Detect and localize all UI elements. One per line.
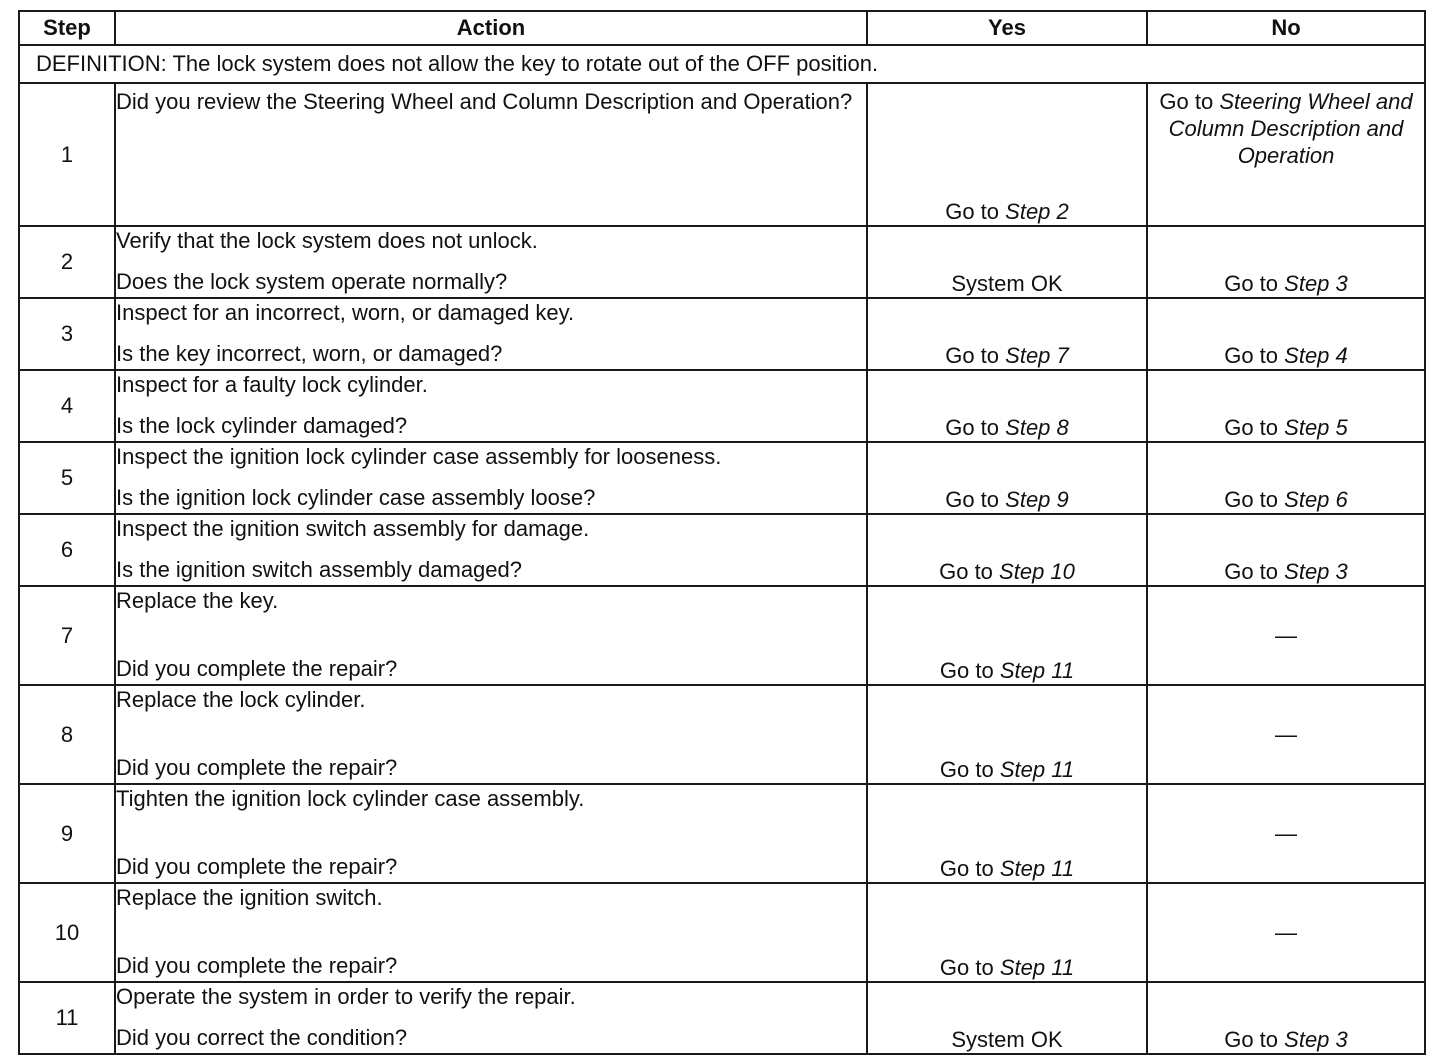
no-step-link[interactable]: Step 4 <box>1284 343 1348 368</box>
header-step: Step <box>19 11 115 45</box>
table-row <box>19 685 1425 784</box>
yes-prefix: Go to <box>939 559 993 584</box>
no-prefix: Go to <box>1224 559 1279 584</box>
yes-cell <box>867 784 1147 883</box>
yes-cell <box>867 83 1147 226</box>
action-question: Does the lock system operate normally? <box>116 269 508 294</box>
table-row <box>19 370 1425 442</box>
step-number: 1 <box>19 83 115 226</box>
yes-step-link[interactable]: Step 9 <box>1005 487 1069 512</box>
action-cell <box>115 586 867 685</box>
no-cell <box>1147 514 1425 586</box>
yes-prefix: Go to <box>945 343 1000 368</box>
action-question: Is the lock cylinder damaged? <box>116 413 408 438</box>
yes-cell <box>867 442 1147 514</box>
yes-step-link[interactable]: Step 11 <box>999 658 1075 683</box>
diagnostic-table <box>18 10 1426 1055</box>
yes-step-link[interactable]: Step 11 <box>999 856 1075 881</box>
yes-prefix: Go to <box>945 199 1000 224</box>
yes-step-link[interactable]: Step 2 <box>1005 199 1069 224</box>
yes-cell <box>867 298 1147 370</box>
header-action: Action <box>115 11 867 45</box>
table-row <box>19 586 1425 685</box>
header-no: No <box>1147 11 1425 45</box>
yes-cell <box>867 883 1147 982</box>
no-cell <box>1147 83 1425 226</box>
no-cell <box>1147 982 1425 1054</box>
action-question: Did you correct the condition? <box>116 1025 408 1050</box>
action-instruction: Inspect the ignition switch assembly for damage. <box>116 516 590 541</box>
action-instruction: Inspect for a faulty lock cylinder. <box>116 372 428 397</box>
action-text: Did you review the Steering Wheel and Column Description and Operation? <box>116 89 853 114</box>
no-cell <box>1147 298 1425 370</box>
header-yes: Yes <box>867 11 1147 45</box>
action-instruction: Inspect for an incorrect, worn, or damaged key. <box>116 300 575 325</box>
no-prefix: Go to <box>1224 487 1279 512</box>
action-cell <box>115 83 867 226</box>
yes-step-link[interactable]: Step 11 <box>999 955 1075 980</box>
table-row <box>19 442 1425 514</box>
no-prefix: Go to <box>1224 271 1279 296</box>
step-number: 8 <box>19 685 115 784</box>
no-doc-link[interactable]: Steering Wheel and Column Description and Operation <box>1168 89 1413 168</box>
yes-step-link[interactable]: Step 8 <box>1005 415 1069 440</box>
step-number: 11 <box>19 982 115 1054</box>
yes-step-link[interactable]: Step 11 <box>999 757 1075 782</box>
action-cell <box>115 370 867 442</box>
action-question: Did you complete the repair? <box>116 854 398 879</box>
header-row <box>19 11 1425 45</box>
no-cell: — <box>1147 586 1425 685</box>
action-instruction: Inspect the ignition lock cylinder case assembly for looseness. <box>116 444 722 469</box>
table-row <box>19 83 1425 226</box>
yes-cell: System OK <box>867 982 1147 1054</box>
yes-prefix: Go to <box>945 415 1000 440</box>
action-cell <box>115 514 867 586</box>
action-cell <box>115 883 867 982</box>
no-cell: — <box>1147 685 1425 784</box>
action-cell <box>115 685 867 784</box>
yes-prefix: Go to <box>939 955 994 980</box>
action-instruction: Replace the key. <box>116 588 279 613</box>
action-question: Did you complete the repair? <box>116 755 398 780</box>
step-number: 7 <box>19 586 115 685</box>
yes-prefix: Go to <box>939 856 994 881</box>
no-cell <box>1147 370 1425 442</box>
no-cell: — <box>1147 784 1425 883</box>
no-prefix: Go to <box>1224 1027 1279 1052</box>
action-cell <box>115 982 867 1054</box>
step-number: 5 <box>19 442 115 514</box>
table-row <box>19 514 1425 586</box>
table-row <box>19 298 1425 370</box>
action-instruction: Operate the system in order to verify the repair. <box>116 984 576 1009</box>
yes-cell: System OK <box>867 226 1147 298</box>
no-step-link[interactable]: Step 3 <box>1284 1027 1348 1052</box>
step-number: 10 <box>19 883 115 982</box>
no-prefix: Go to <box>1224 343 1279 368</box>
table-row <box>19 982 1425 1054</box>
yes-step-link[interactable]: Step 10 <box>999 559 1075 584</box>
step-number: 6 <box>19 514 115 586</box>
table-row <box>19 226 1425 298</box>
step-number: 9 <box>19 784 115 883</box>
action-cell <box>115 784 867 883</box>
step-number: 3 <box>19 298 115 370</box>
step-number: 2 <box>19 226 115 298</box>
action-question: Did you complete the repair? <box>116 656 398 681</box>
yes-cell <box>867 586 1147 685</box>
no-prefix: Go to <box>1224 415 1279 440</box>
yes-prefix: Go to <box>939 757 994 782</box>
yes-cell <box>867 685 1147 784</box>
definition-row <box>19 45 1425 83</box>
yes-prefix: Go to <box>939 658 994 683</box>
definition-text: DEFINITION: The lock system does not allow the key to rotate out of the OFF position. <box>19 45 1425 83</box>
action-cell <box>115 226 867 298</box>
action-question: Did you complete the repair? <box>116 953 398 978</box>
action-instruction: Verify that the lock system does not unlock. <box>116 228 538 253</box>
table-row <box>19 883 1425 982</box>
no-cell <box>1147 226 1425 298</box>
yes-cell <box>867 514 1147 586</box>
yes-cell <box>867 370 1147 442</box>
no-step-link[interactable]: Step 5 <box>1284 415 1348 440</box>
action-instruction: Replace the ignition switch. <box>116 885 383 910</box>
step-number: 4 <box>19 370 115 442</box>
no-prefix: Go to <box>1159 89 1214 114</box>
no-cell: — <box>1147 883 1425 982</box>
yes-step-link[interactable]: Step 7 <box>1005 343 1069 368</box>
yes-prefix: Go to <box>945 487 1000 512</box>
action-instruction: Tighten the ignition lock cylinder case assembly. <box>116 786 585 811</box>
no-cell <box>1147 442 1425 514</box>
no-step-link[interactable]: Step 3 <box>1284 271 1348 296</box>
no-step-link[interactable]: Step 3 <box>1284 559 1348 584</box>
table-row <box>19 784 1425 883</box>
action-question: Is the ignition lock cylinder case assembly loose? <box>116 485 596 510</box>
action-question: Is the key incorrect, worn, or damaged? <box>116 341 503 366</box>
no-step-link[interactable]: Step 6 <box>1284 487 1348 512</box>
action-cell <box>115 442 867 514</box>
action-instruction: Replace the lock cylinder. <box>116 687 366 712</box>
action-question: Is the ignition switch assembly damaged? <box>116 557 522 582</box>
action-cell <box>115 298 867 370</box>
